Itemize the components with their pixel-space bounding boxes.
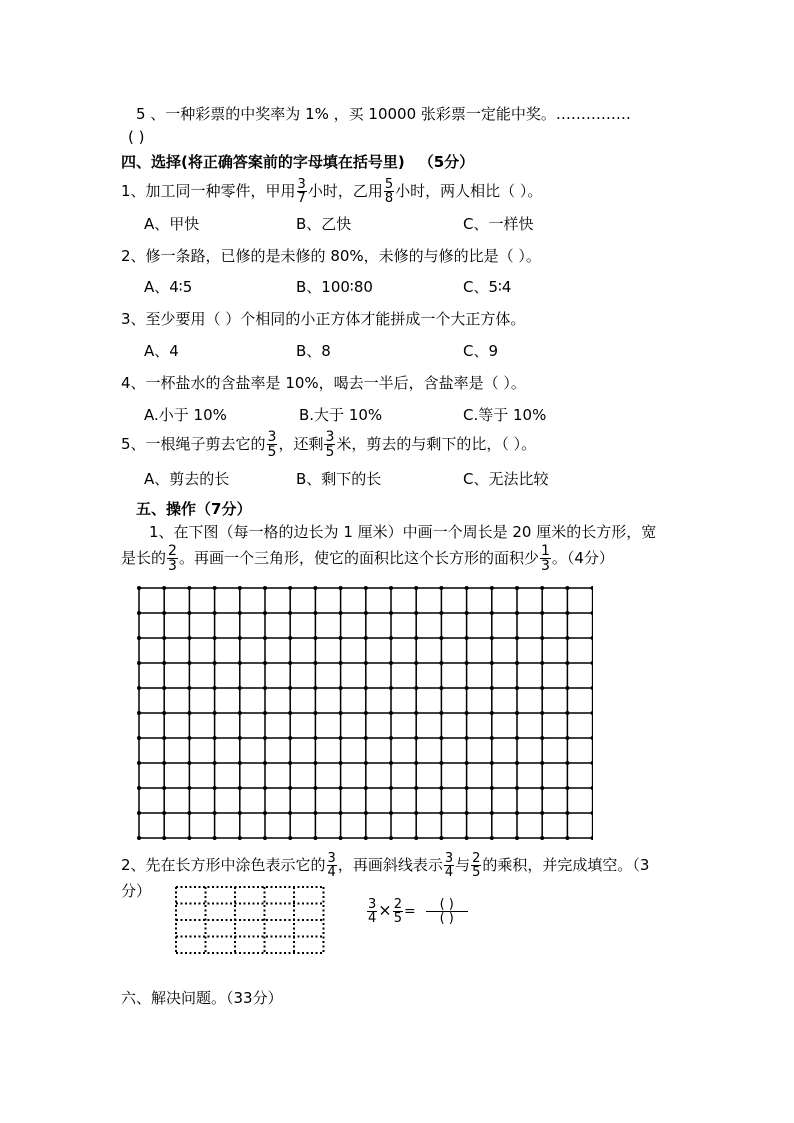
grid-dot [313, 586, 317, 590]
s4-q4: 4、一杯盐水的含盐率是 10%，喝去一半后，含盐率是（ ）。 [121, 374, 526, 392]
grid-dot [213, 661, 217, 665]
s5-q2-line2: 分） [121, 882, 152, 900]
grid-dot [313, 661, 317, 665]
grid-dot [162, 586, 166, 590]
grid-dot [339, 586, 343, 590]
grid-dot [540, 711, 544, 715]
section5-title: 五、操作（7分） [136, 500, 252, 518]
grid-dot [389, 686, 393, 690]
grid-dot [213, 611, 217, 615]
s4-q5-option-b: B、剩下的长 [296, 470, 382, 488]
grid-dot [515, 811, 519, 815]
grid-dot [490, 811, 494, 815]
grid-dot [162, 711, 166, 715]
grid-dot [389, 811, 393, 815]
grid-dot [364, 811, 368, 815]
grid-dot [162, 836, 166, 840]
grid-dot [389, 761, 393, 765]
grid-dot [565, 761, 569, 765]
grid-dot [263, 661, 267, 665]
grid-dot [339, 611, 343, 615]
grid-dot [187, 611, 191, 615]
grid-dot [187, 736, 191, 740]
s4-q5-option-a: A、剪去的长 [144, 470, 230, 488]
grid-dot [288, 661, 292, 665]
grid-dot [414, 636, 418, 640]
grid-dot [465, 711, 469, 715]
grid-dot [187, 711, 191, 715]
grid-dot [238, 836, 242, 840]
grid-dot [213, 686, 217, 690]
grid-dot [288, 836, 292, 840]
grid-dot [414, 661, 418, 665]
grid-dot [137, 661, 141, 665]
grid-dot [439, 761, 443, 765]
s4-q3-option-c: C、9 [463, 342, 499, 360]
grid-dot [565, 836, 569, 840]
grid-dot [137, 786, 141, 790]
s4-q2: 2、修一条路，已修的是未修的 80%，未修的与修的比是（ ）。 [121, 247, 541, 265]
grid-dot [591, 736, 593, 740]
grid-dot [238, 611, 242, 615]
grid-dot [187, 586, 191, 590]
grid-dot [565, 586, 569, 590]
grid-dot [515, 636, 519, 640]
grid-dot [238, 586, 242, 590]
grid-dot [389, 736, 393, 740]
s4-q2-option-c: C、5∶4 [463, 278, 512, 296]
grid-dot [313, 736, 317, 740]
grid-dot [339, 836, 343, 840]
grid-dot [263, 836, 267, 840]
grid-dot [414, 836, 418, 840]
grid-dot [213, 836, 217, 840]
grid-dot [490, 836, 494, 840]
grid-dot [238, 661, 242, 665]
s4-q1: 1、加工同一种零件，甲用 $\frac{3}{7}$ 小时，乙用 $\frac{5}{8}$ 小时，两人相比（ ）。 [121, 177, 543, 206]
grid-dot [465, 811, 469, 815]
grid-dot [137, 611, 141, 615]
grid-dot [490, 586, 494, 590]
grid-dot [263, 761, 267, 765]
grid-dot [213, 711, 217, 715]
grid-dot [162, 611, 166, 615]
grid-dot [465, 736, 469, 740]
grid-dot [414, 811, 418, 815]
grid-dot [288, 761, 292, 765]
grid-dot [490, 711, 494, 715]
grid-dot [238, 761, 242, 765]
s4-q5-option-c: C、无法比较 [463, 470, 549, 488]
grid-dot [288, 686, 292, 690]
grid-dot [162, 686, 166, 690]
grid-dot [414, 761, 418, 765]
s4-q1-option-b: B、乙快 [296, 215, 352, 233]
grid-dot [187, 786, 191, 790]
grid-dot [213, 736, 217, 740]
grid-dot [490, 661, 494, 665]
grid-dot [238, 786, 242, 790]
grid-dot [515, 611, 519, 615]
grid-dot [414, 686, 418, 690]
grid-dot [263, 636, 267, 640]
grid-dot [490, 636, 494, 640]
grid-dot [414, 711, 418, 715]
grid-dot [515, 686, 519, 690]
grid-dot [540, 661, 544, 665]
grid-dot [313, 836, 317, 840]
grid-dot [591, 611, 593, 615]
grid-dot [213, 786, 217, 790]
grid-dot [414, 611, 418, 615]
s4-q4-option-c: C.等于 10% [463, 406, 547, 424]
grid-dot [137, 711, 141, 715]
grid-dot [389, 711, 393, 715]
grid-dot [490, 786, 494, 790]
grid-dot [591, 636, 593, 640]
grid-dot [313, 636, 317, 640]
grid-dot [515, 661, 519, 665]
grid-dot [389, 661, 393, 665]
grid-dot [490, 736, 494, 740]
grid-dot [540, 811, 544, 815]
grid-dot [414, 736, 418, 740]
grid-dot [540, 761, 544, 765]
grid-dot [389, 611, 393, 615]
grid-dot [364, 611, 368, 615]
grid-dot [565, 811, 569, 815]
grid-dot [364, 586, 368, 590]
grid-dot [465, 836, 469, 840]
grid-dot [339, 636, 343, 640]
grid-dot [238, 686, 242, 690]
grid-dot [591, 586, 593, 590]
grid-dot [591, 761, 593, 765]
grid-dot [540, 836, 544, 840]
grid-dot [162, 761, 166, 765]
grid-dot [339, 761, 343, 765]
grid-dot [591, 836, 593, 840]
grid-dot [591, 711, 593, 715]
grid-dot [162, 736, 166, 740]
grid-dot [465, 661, 469, 665]
grid-dot [263, 686, 267, 690]
grid-dot [187, 836, 191, 840]
grid-dot [465, 761, 469, 765]
grid-dot [389, 836, 393, 840]
judge-q5-paren: ( ) [128, 128, 145, 146]
grid-dot [137, 761, 141, 765]
grid-dot [339, 811, 343, 815]
grid-dot [364, 711, 368, 715]
grid-dot [313, 761, 317, 765]
grid-dot [162, 786, 166, 790]
grid-dot [137, 736, 141, 740]
grid-dot [540, 636, 544, 640]
grid-dot [439, 611, 443, 615]
grid-dot [288, 711, 292, 715]
s5-q1-line2: 是长的 $\frac{2}{3}$ 。再画一个三角形，使它的面积比这个长方形的面积少 $\frac{1}{3}$ 。（4分） [121, 543, 614, 574]
grid-dot [162, 661, 166, 665]
grid-dot [540, 786, 544, 790]
grid-dot [339, 661, 343, 665]
grid-dot [137, 586, 141, 590]
grid-dot [238, 636, 242, 640]
grid-dot [389, 586, 393, 590]
grid-dot [238, 811, 242, 815]
grid-dot [187, 661, 191, 665]
s4-q3: 3、至少要用（ ）个相同的小正方体才能拼成一个大正方体。 [121, 310, 526, 328]
grid-dot [439, 736, 443, 740]
grid-dot [288, 636, 292, 640]
fraction-equation: $\frac{3}{4}$ × $\frac{2}{5}$ = $\frac{( )}{( )}$ [366, 898, 478, 925]
grid-dot [339, 786, 343, 790]
grid-dot [565, 711, 569, 715]
grid-dot [339, 736, 343, 740]
grid-dot [187, 636, 191, 640]
grid-dot [313, 786, 317, 790]
s5-q2-line1: 2、先在长方形中涂色表示它的 $\frac{3}{4}$ ，再画斜线表示 $\frac{3}{4}$ 与 $\frac{2}{5}$ 的乘积，并完成填空。（3 [121, 851, 650, 880]
grid-dot [263, 811, 267, 815]
grid-dot [565, 736, 569, 740]
grid-dot [364, 636, 368, 640]
grid-dot [515, 711, 519, 715]
grid-dot [591, 811, 593, 815]
grid-dot [162, 636, 166, 640]
grid-dot [540, 586, 544, 590]
grid-dot [339, 711, 343, 715]
grid-dot [490, 686, 494, 690]
grid-dot [313, 611, 317, 615]
grid-dot [565, 686, 569, 690]
s4-q5: 5、一根绳子剪去它的 $\frac{3}{5}$ ，还剩 $\frac{3}{5}$ 米，剪去的与剩下的比，（ ）。 [121, 429, 537, 460]
grid-dot [288, 786, 292, 790]
dotted-rectangle[interactable] [175, 886, 327, 956]
grid-dot [591, 786, 593, 790]
grid-dot [439, 661, 443, 665]
grid-dot [137, 836, 141, 840]
s4-q2-option-a: A、4∶5 [144, 278, 193, 296]
grid-dot [364, 736, 368, 740]
grid-dot [540, 611, 544, 615]
grid-dot [263, 611, 267, 615]
grid-dot [339, 686, 343, 690]
s5-q1-line1: 1、在下图（每一格的边长为 1 厘米）中画一个周长是 20 厘米的长方形，宽 [149, 523, 657, 541]
grid-dot [187, 686, 191, 690]
grid-dot [364, 836, 368, 840]
grid-dot [465, 786, 469, 790]
grid-dot [515, 761, 519, 765]
grid-dot [565, 611, 569, 615]
grid-dot [439, 811, 443, 815]
grid-dot [213, 761, 217, 765]
grid-dot [313, 811, 317, 815]
grid-dot [364, 661, 368, 665]
grid-dot [238, 711, 242, 715]
grid-dot [313, 686, 317, 690]
s4-q3-option-a: A、4 [144, 342, 179, 360]
grid-dot [137, 636, 141, 640]
grid-dot [213, 811, 217, 815]
grid-dot [591, 661, 593, 665]
grid-dot [565, 661, 569, 665]
grid-dot [515, 836, 519, 840]
section4-title: 四、选择(将正确答案前的字母填在括号里) （5分） [121, 153, 475, 171]
grid-dot [439, 836, 443, 840]
grid-dot [439, 711, 443, 715]
drawing-grid[interactable] [137, 586, 593, 842]
grid-dot [288, 736, 292, 740]
s4-q4-option-a: A.小于 10% [144, 406, 227, 424]
grid-dot [238, 736, 242, 740]
grid-dot [213, 636, 217, 640]
grid-dot [439, 636, 443, 640]
grid-dot [465, 686, 469, 690]
grid-dot [364, 786, 368, 790]
grid-dot [515, 586, 519, 590]
grid-dot [187, 761, 191, 765]
grid-dot [313, 711, 317, 715]
grid-dot [565, 636, 569, 640]
grid-dot [263, 711, 267, 715]
grid-dot [439, 686, 443, 690]
grid-dot [414, 586, 418, 590]
grid-dot [591, 686, 593, 690]
grid-dot [465, 636, 469, 640]
grid-dot [213, 586, 217, 590]
grid-dot [439, 586, 443, 590]
grid-dot [465, 586, 469, 590]
grid-dot [465, 611, 469, 615]
grid-dot [389, 636, 393, 640]
grid-dot [490, 611, 494, 615]
grid-dot [439, 786, 443, 790]
s4-q1-option-a: A、甲快 [144, 215, 200, 233]
grid-dot [540, 686, 544, 690]
grid-dot [515, 736, 519, 740]
grid-dot [288, 586, 292, 590]
grid-dot [137, 811, 141, 815]
grid-dot [389, 786, 393, 790]
grid-dot [364, 686, 368, 690]
grid-dot [263, 736, 267, 740]
grid-dot [364, 761, 368, 765]
grid-dot [414, 786, 418, 790]
grid-dot [515, 786, 519, 790]
grid-dot [540, 736, 544, 740]
grid-dot [263, 786, 267, 790]
grid-dot [263, 586, 267, 590]
judge-q5: 5 、一种彩票的中奖率为 1% ，买 10000 张彩票一定能中奖。…………… [136, 105, 631, 123]
s4-q3-option-b: B、8 [296, 342, 331, 360]
grid-dot [490, 761, 494, 765]
grid-dot [162, 811, 166, 815]
grid-dot [565, 786, 569, 790]
section6-title: 六、解决问题。（33分） [121, 989, 283, 1007]
grid-dot [288, 611, 292, 615]
s4-q2-option-b: B、100∶80 [296, 278, 373, 296]
grid-dot [137, 686, 141, 690]
grid-dot [288, 811, 292, 815]
s4-q4-option-b: B.大于 10% [299, 406, 383, 424]
s4-q1-option-c: C、一样快 [463, 215, 534, 233]
grid-dot [187, 811, 191, 815]
